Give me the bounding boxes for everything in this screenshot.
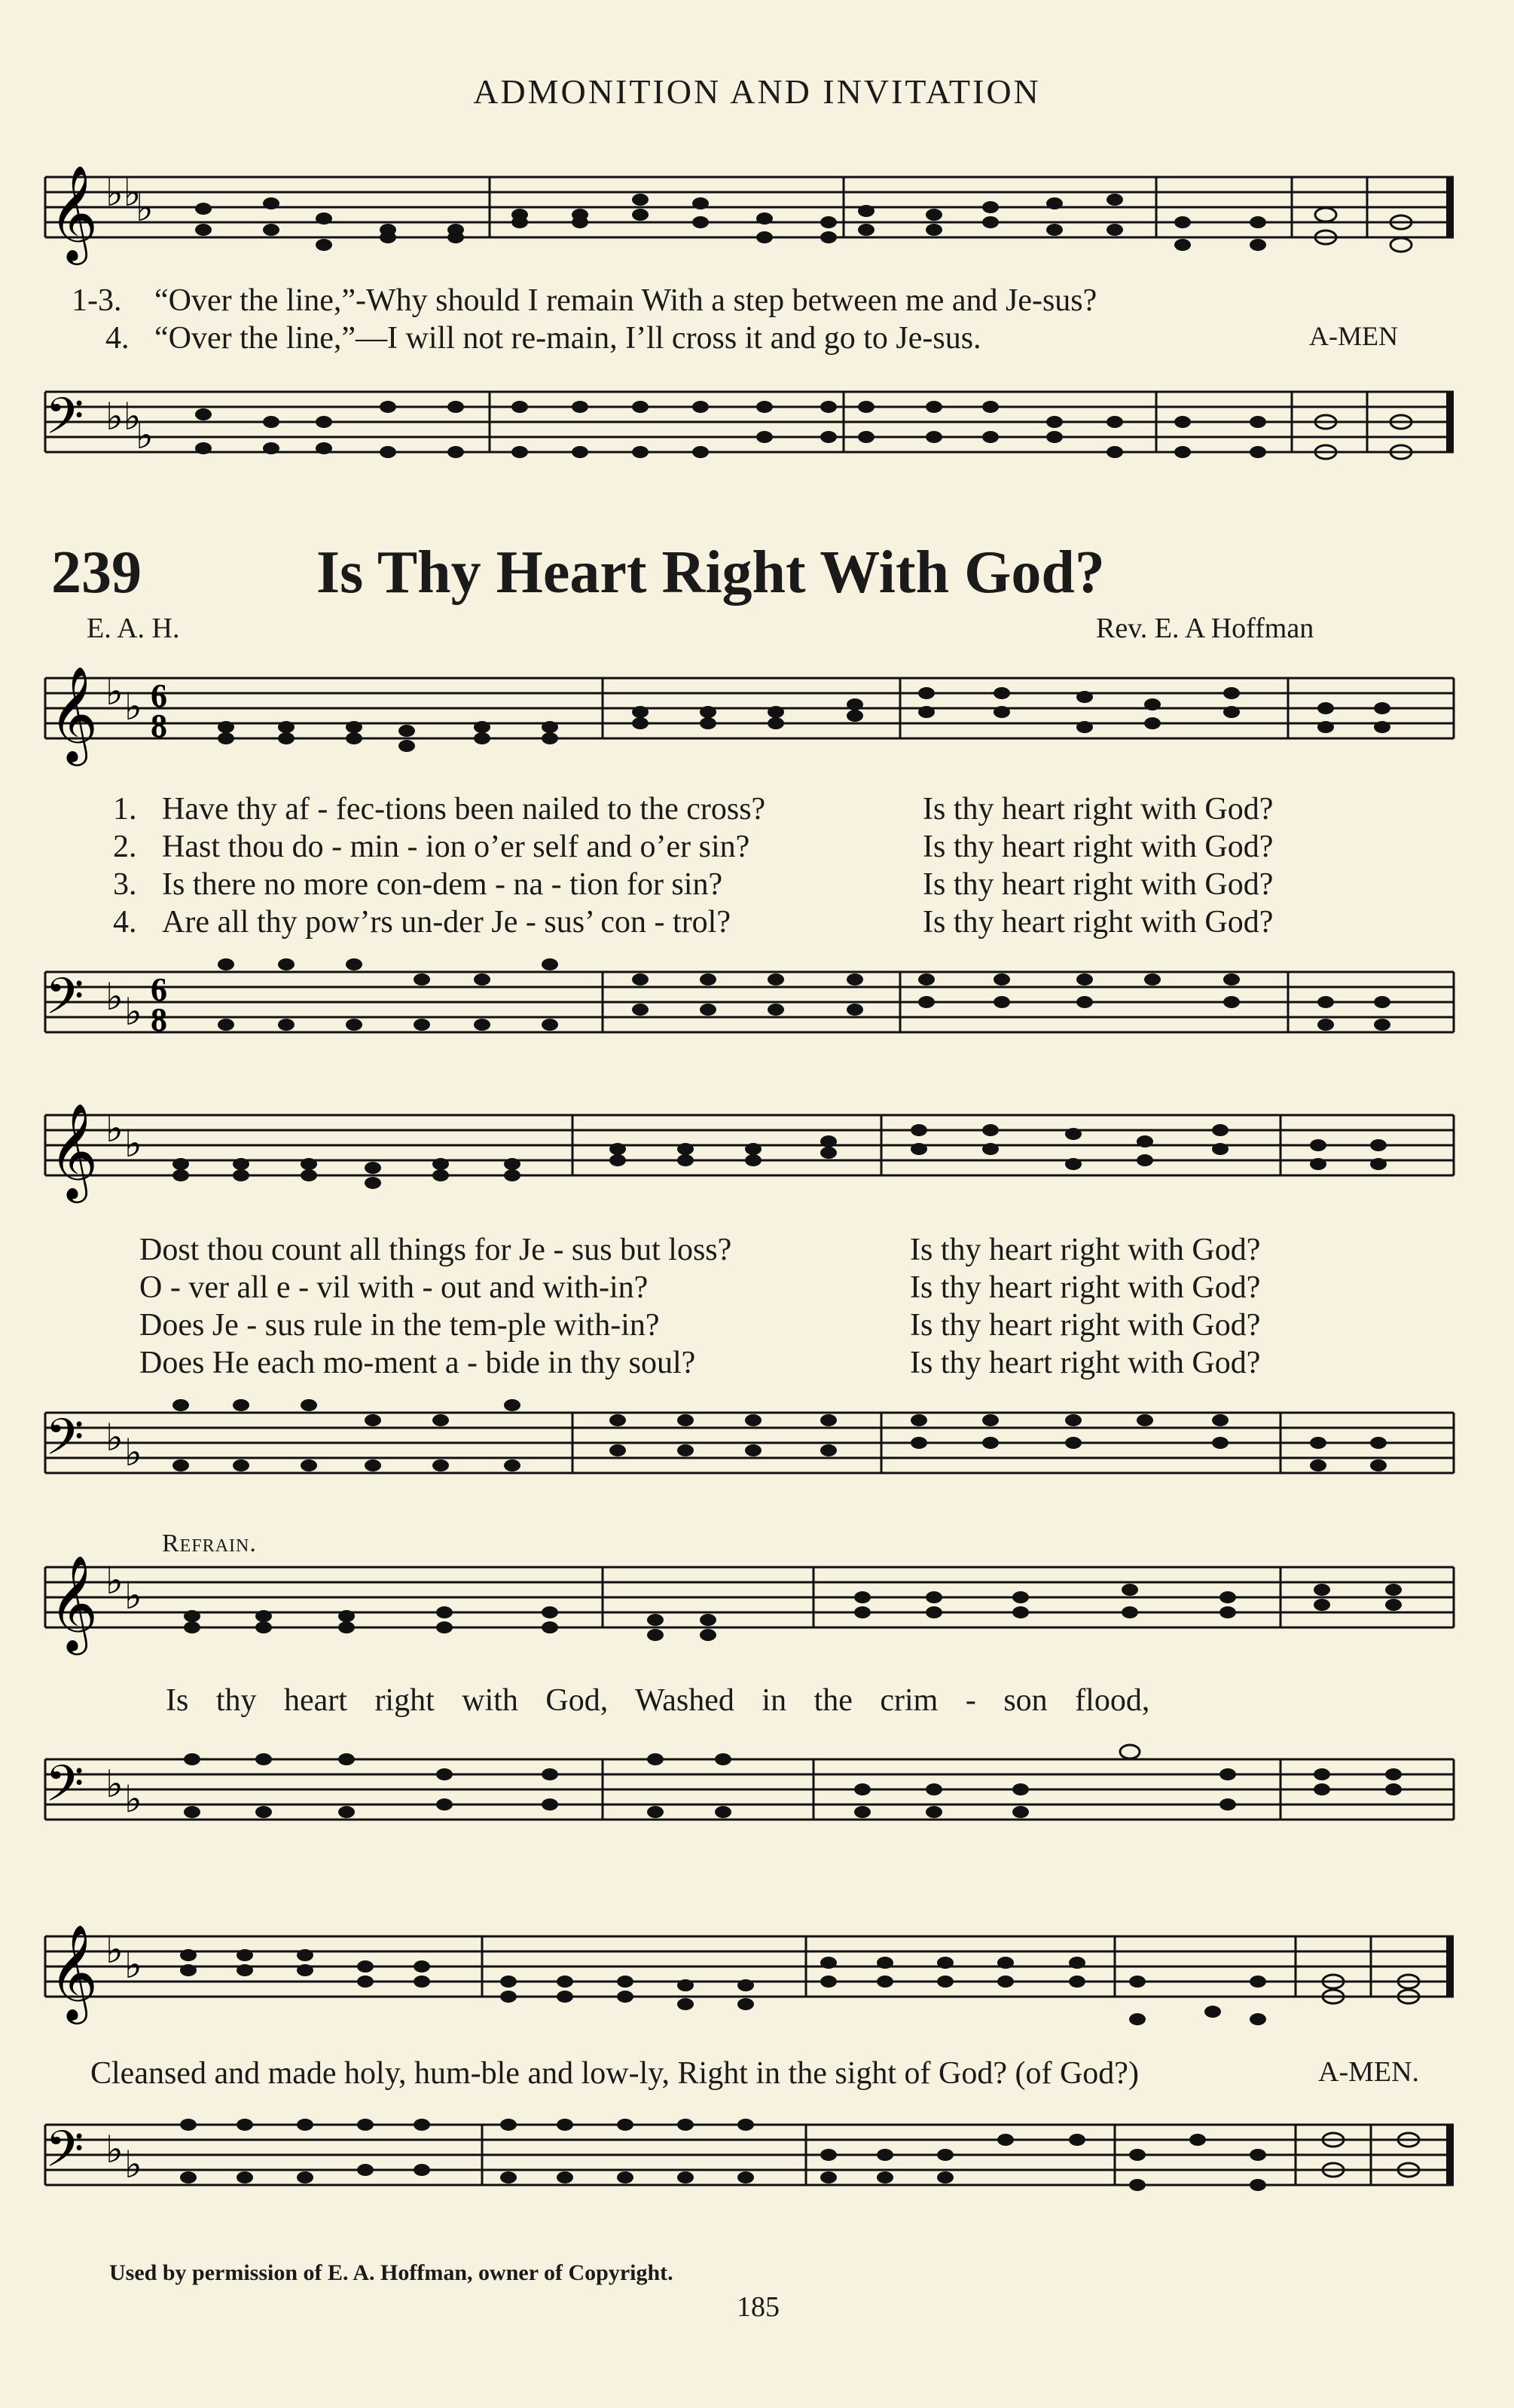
svg-text:𝄢: 𝄢: [45, 2120, 84, 2190]
svg-text:𝄢: 𝄢: [45, 1408, 84, 1478]
verse-2-refrain-2: Is thy heart right with God?: [910, 1270, 1261, 1305]
refrain-amen: A-MEN.: [1318, 2056, 1420, 2088]
verse-2-line-2: O - ver all e - vil with - out and with-in?: [139, 1270, 649, 1305]
refrain-treble-staff: [45, 1552, 1469, 1658]
hymn-title: Is Thy Heart Right With God?: [316, 539, 1105, 606]
previous-hymn-treble-staff: [45, 162, 1469, 261]
svg-text:♭: ♭: [124, 686, 142, 728]
svg-text:♭: ♭: [124, 1778, 142, 1820]
svg-text:𝄞: 𝄞: [49, 1102, 99, 1199]
previous-hymn-verse-1-3-text: “Over the line,”-Why should I remain With a step between me and Je-sus?: [154, 283, 1097, 318]
svg-text:♭: ♭: [105, 1763, 124, 1805]
refrain-label: Refrain.: [162, 1529, 257, 1557]
refrain-line-2: Cleansed and made holy, hum-ble and low-ly, Right in the sight of God? (of God?): [90, 2056, 1139, 2091]
verse-4-line: Are all thy pow’rs un-der Je - sus’ con - trol?: [162, 905, 731, 940]
svg-text:𝄞: 𝄞: [49, 164, 99, 261]
verse-2-refrain: Is thy heart right with God?: [923, 830, 1274, 864]
verse-3-line: Is there no more con-dem - na - tion for sin?: [162, 867, 723, 902]
words-credit: E. A. H.: [87, 613, 180, 644]
verse-1-line-2: Dost thou count all things for Je - sus but loss?: [139, 1233, 732, 1267]
svg-text:♭: ♭: [124, 1575, 142, 1617]
svg-text:𝄞: 𝄞: [49, 1924, 99, 2020]
svg-text:♭: ♭: [124, 991, 142, 1033]
verse-3-refrain: Is thy heart right with God?: [923, 867, 1274, 902]
svg-text:♭: ♭: [124, 2144, 142, 2186]
svg-text:8: 8: [151, 707, 167, 744]
verse-1-refrain: Is thy heart right with God?: [923, 792, 1274, 827]
hymn-number: 239: [51, 539, 142, 606]
svg-text:𝄢: 𝄢: [45, 1755, 84, 1825]
refrain-bass-staff-2: [45, 2110, 1469, 2238]
verse-4-line-2: Does He each mo-ment a - bide in thy soul?: [139, 1346, 696, 1380]
refrain-bass-staff-1: [45, 1744, 1469, 1865]
previous-hymn-verse-1-3-number: 1-3.: [72, 283, 122, 318]
svg-text:♭: ♭: [124, 1432, 142, 1474]
system-2-treble-staff: [45, 1100, 1469, 1206]
svg-text:𝄢: 𝄢: [45, 387, 84, 457]
svg-text:♭: ♭: [124, 1123, 142, 1165]
section-header: ADMONITION AND INVITATION: [473, 72, 1041, 111]
svg-text:♭♭: ♭♭: [105, 172, 142, 214]
verse-3-line-2: Does Je - sus rule in the tem-ple with-in?: [139, 1308, 660, 1343]
svg-text:♭: ♭: [124, 1944, 142, 1986]
copyright-note: Used by permission of E. A. Hoffman, owner of Copyright.: [109, 2260, 673, 2285]
verse-4-number: 4.: [113, 905, 137, 940]
verse-1-number: 1.: [113, 792, 137, 827]
svg-text:♭: ♭: [105, 671, 124, 713]
svg-text:♭: ♭: [105, 1416, 124, 1459]
svg-text:♭: ♭: [105, 976, 124, 1018]
svg-text:♭♭: ♭♭: [105, 396, 142, 438]
verse-3-number: 3.: [113, 867, 137, 902]
previous-hymn-verse-4-text: “Over the line,”—I will not re-main, I’ll cross it and go to Je-sus.: [154, 321, 981, 356]
svg-text:6: 6: [151, 971, 167, 1008]
svg-text:♭: ♭: [105, 1108, 124, 1150]
svg-text:𝄢: 𝄢: [45, 967, 84, 1037]
verse-3-refrain-2: Is thy heart right with God?: [910, 1308, 1261, 1343]
svg-text:𝄞: 𝄞: [49, 665, 99, 762]
music-credit: Rev. E. A Hoffman: [1096, 613, 1314, 644]
refrain-line-1: Is thy heart right with God, Washed in the crim - son flood,: [166, 1683, 1150, 1718]
previous-hymn-bass-staff: [45, 377, 1469, 512]
verse-2-number: 2.: [113, 830, 137, 864]
refrain-treble-staff-2: [45, 1921, 1469, 2027]
system-1-bass-staff: [45, 957, 1469, 1085]
previous-hymn-verse-4-number: 4.: [105, 321, 130, 356]
verse-1-line: Have thy af - fec-tions been nailed to the cross?: [162, 792, 766, 827]
svg-text:♭: ♭: [105, 1560, 124, 1602]
svg-text:♭: ♭: [136, 414, 154, 457]
verse-4-refrain: Is thy heart right with God?: [923, 905, 1274, 940]
verse-4-refrain-2: Is thy heart right with God?: [910, 1346, 1261, 1380]
svg-text:♭: ♭: [136, 187, 154, 229]
system-1-treble-staff: [45, 663, 1469, 769]
verse-2-line: Hast thou do - min - ion o’er self and o’er sin?: [162, 830, 750, 864]
svg-text:6: 6: [151, 677, 167, 714]
svg-text:♭: ♭: [105, 1929, 124, 1971]
verse-1-refrain-2: Is thy heart right with God?: [910, 1233, 1261, 1267]
page-number: 185: [737, 2291, 780, 2323]
svg-text:♭: ♭: [105, 2128, 124, 2171]
system-2-bass-staff: [45, 1398, 1469, 1526]
svg-text:𝄞: 𝄞: [49, 1554, 99, 1651]
svg-text:8: 8: [151, 1001, 167, 1038]
previous-hymn-amen: A-MEN: [1309, 321, 1398, 351]
